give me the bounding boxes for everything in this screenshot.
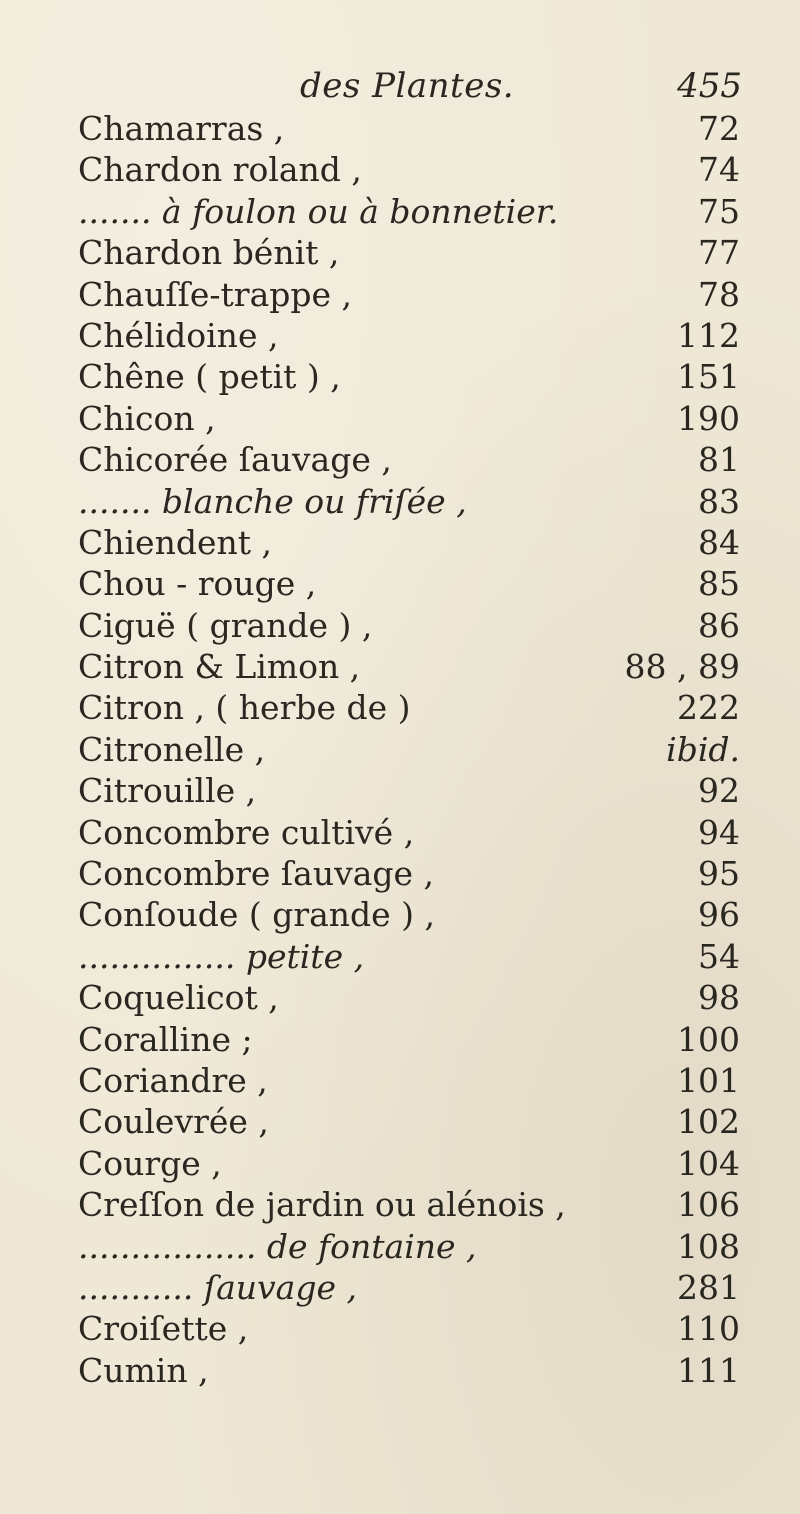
entry-term: Courge , bbox=[78, 1143, 222, 1183]
entry-term: ............... petite , bbox=[78, 936, 365, 976]
entry-page-ref: 92 bbox=[698, 771, 740, 811]
entry-term: Chiendent , bbox=[78, 522, 272, 562]
entry-page-ref: 77 bbox=[698, 233, 740, 273]
entry-page-ref: 96 bbox=[698, 895, 740, 935]
index-entry bbox=[0, 604, 800, 645]
index-entry bbox=[0, 852, 800, 893]
index-entry bbox=[0, 480, 800, 521]
entry-page-ref: 86 bbox=[698, 605, 740, 645]
entry-term: Chélidoine , bbox=[78, 315, 279, 355]
index-entry bbox=[0, 769, 800, 810]
entry-page-ref: 222 bbox=[677, 688, 740, 728]
index-entry bbox=[0, 1059, 800, 1100]
entry-page-ref: 78 bbox=[698, 274, 740, 314]
index-entry bbox=[0, 1142, 800, 1183]
entry-page-ref: 84 bbox=[698, 522, 740, 562]
running-title: des Plantes. bbox=[300, 66, 515, 106]
index-entry bbox=[0, 1225, 800, 1266]
entry-term: Chardon roland , bbox=[78, 150, 362, 190]
entry-page-ref: 106 bbox=[677, 1185, 740, 1225]
entry-term: Citron & Limon , bbox=[78, 647, 361, 687]
entry-term: Coralline ; bbox=[78, 1019, 253, 1059]
entry-page-ref: 74 bbox=[698, 150, 740, 190]
entry-page-ref: 281 bbox=[677, 1267, 740, 1307]
index-entry bbox=[0, 397, 800, 438]
entry-page-ref: 88 , 89 bbox=[624, 647, 740, 687]
entry-term: Chauſſe-trappe , bbox=[78, 274, 353, 314]
entry-page-ref: 98 bbox=[698, 978, 740, 1018]
entry-page-ref: 72 bbox=[698, 109, 740, 148]
index-entry bbox=[0, 976, 800, 1017]
entry-term: Chicon , bbox=[78, 398, 216, 438]
entry-page-ref: 110 bbox=[677, 1309, 740, 1349]
entry-page-ref: 108 bbox=[677, 1226, 740, 1266]
entry-page-ref: 85 bbox=[698, 564, 740, 604]
entry-page-ref: 83 bbox=[698, 481, 740, 521]
entry-page-ref: 190 bbox=[677, 398, 740, 438]
entry-term: Concombre ſauvage , bbox=[78, 854, 435, 894]
index-entry bbox=[0, 521, 800, 562]
entry-term: Citron , ( herbe de ) bbox=[78, 688, 411, 728]
entry-page-ref: 95 bbox=[698, 854, 740, 894]
entry-term: Chou - rouge , bbox=[78, 564, 317, 604]
entry-term: Chicorée ſauvage , bbox=[78, 440, 392, 480]
index-entry bbox=[0, 314, 800, 355]
entry-page-ref: 102 bbox=[677, 1102, 740, 1142]
entry-page-ref: 101 bbox=[677, 1060, 740, 1100]
entry-term: Chamarras , bbox=[78, 109, 285, 148]
index-entry bbox=[0, 231, 800, 272]
index-entry bbox=[0, 148, 800, 189]
entry-term: Concombre cultivé , bbox=[78, 812, 415, 852]
entry-term: ....... à foulon ou à bonnetier. bbox=[78, 191, 559, 231]
entry-page-ref: 75 bbox=[698, 191, 740, 231]
entry-page-ref: 151 bbox=[677, 357, 740, 397]
index-entry bbox=[0, 811, 800, 852]
entry-term: Chardon bénit , bbox=[78, 233, 340, 273]
index-entry bbox=[0, 355, 800, 396]
entry-page-ref: 104 bbox=[677, 1143, 740, 1183]
entry-term: Croiſette , bbox=[78, 1309, 249, 1349]
index-entry bbox=[0, 1018, 800, 1059]
index-entry bbox=[0, 438, 800, 479]
index-entry bbox=[0, 1307, 800, 1348]
index-entry bbox=[0, 1266, 800, 1307]
entry-page-ref: 100 bbox=[677, 1019, 740, 1059]
index-entry bbox=[0, 107, 800, 148]
index-entry bbox=[0, 273, 800, 314]
entry-term: Cumin , bbox=[78, 1350, 209, 1390]
index-entry bbox=[0, 728, 800, 769]
entry-page-ref: ibid. bbox=[666, 729, 740, 769]
index-entry bbox=[0, 645, 800, 686]
index-entry bbox=[0, 1100, 800, 1141]
entry-term: Citrouille , bbox=[78, 771, 257, 811]
entry-page-ref: 54 bbox=[698, 936, 740, 976]
entry-term: ....... blanche ou friſée , bbox=[78, 481, 467, 521]
entry-page-ref: 111 bbox=[677, 1350, 740, 1390]
entry-term: ................. de fontaine , bbox=[78, 1226, 477, 1266]
index-entry bbox=[0, 1183, 800, 1224]
page-number: 455 bbox=[677, 66, 742, 106]
entry-page-ref: 81 bbox=[698, 440, 740, 480]
index-entry bbox=[0, 562, 800, 603]
entry-term: Coulevrée , bbox=[78, 1102, 269, 1142]
entry-term: Coriandre , bbox=[78, 1060, 268, 1100]
entry-term: Ciguë ( grande ) , bbox=[78, 605, 373, 645]
entry-term: Conſoude ( grande ) , bbox=[78, 895, 436, 935]
entry-term: Creſſon de jardin ou alénois , bbox=[78, 1185, 566, 1225]
entry-term: Coquelicot , bbox=[78, 978, 279, 1018]
plant-index-list bbox=[0, 107, 800, 1390]
index-entry bbox=[0, 686, 800, 727]
entry-term: Citronelle , bbox=[78, 729, 266, 769]
index-entry bbox=[0, 1349, 800, 1390]
index-entry bbox=[0, 893, 800, 934]
entry-page-ref: 94 bbox=[698, 812, 740, 852]
entry-term: Chêne ( petit ) , bbox=[78, 357, 341, 397]
index-entry bbox=[0, 935, 800, 976]
entry-term: ........... ſauvage , bbox=[78, 1267, 357, 1307]
entry-page-ref: 112 bbox=[677, 315, 740, 355]
index-entry bbox=[0, 190, 800, 231]
